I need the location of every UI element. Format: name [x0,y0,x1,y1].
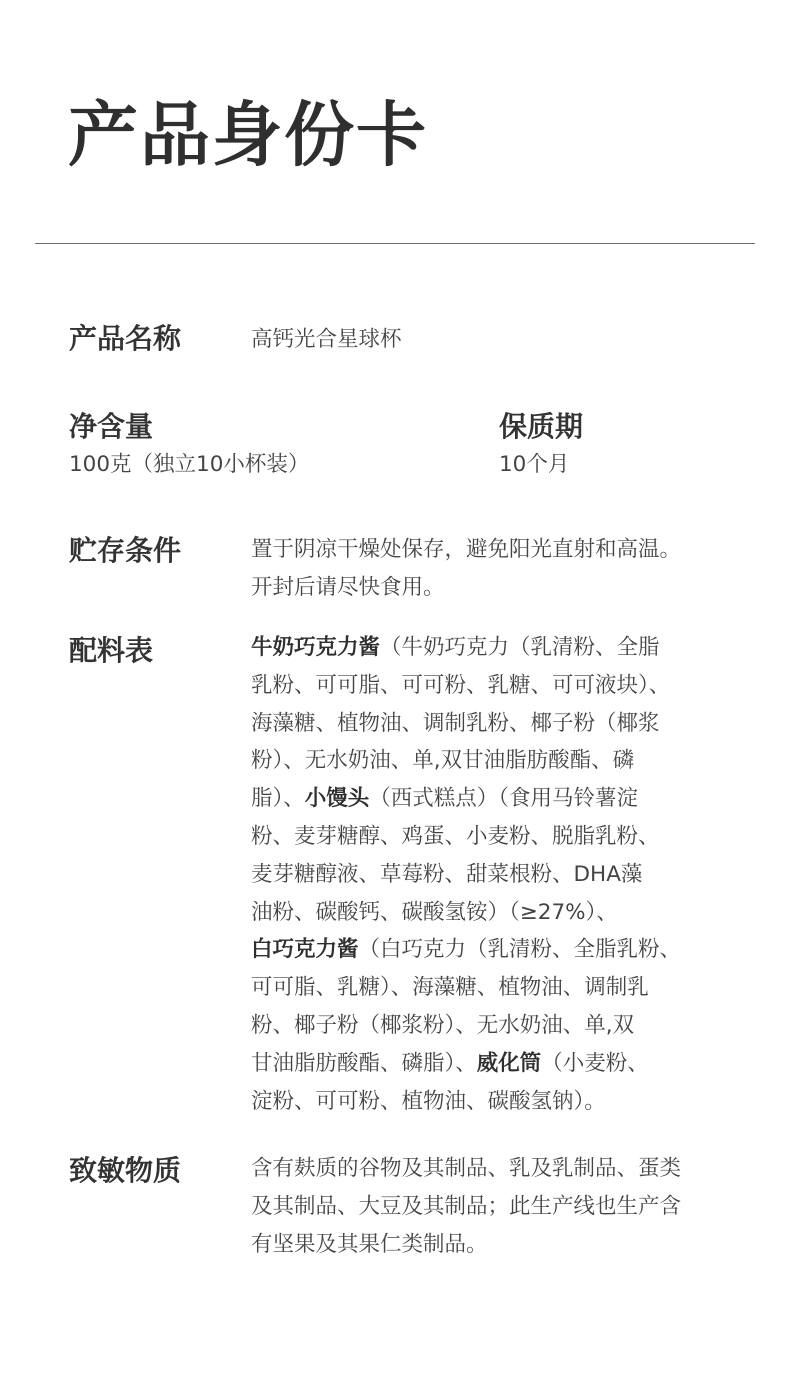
ingredient-text: （白巧克力（乳清粉、全脂乳粉、 [358,937,682,963]
ingredients-line: 粉、椰子粉（椰浆粉）、无水奶油、单,双 [251,1012,635,1038]
storage-line: 开封后请尽快食用。 [251,574,445,600]
ingredient-text: （牛奶巧克力（乳清粉、全脂 [380,635,660,660]
storage-label: 贮存条件 [69,534,182,567]
ingredient-text: （小麦粉、 [541,1050,649,1076]
ingredients-line [251,1045,731,1083]
ingredients-line: 可可脂、乳糖）、海藻糖、植物油、调制乳 [251,975,649,1001]
ingredient-text: 脂）、 [251,786,305,812]
allergens-line: 有坚果及其果仁类制品。 [251,1231,488,1257]
ingredients-line: 油粉、碳酸钙、碳酸氢铵）（≥27%）、 [251,899,618,925]
ingredients-line: 麦芽糖醇液、草莓粉、甜菜根粉、DHA藻 [251,861,643,887]
title-divider [35,243,755,244]
ingredients-line [251,780,731,818]
ingredient-text: 甘油脂肪酸酯、磷脂）、 [251,1050,477,1076]
page-title: 产品身份卡 [68,94,428,176]
storage-text [251,531,731,607]
allergens-line: 含有麸质的谷物及其制品、乳及乳制品、蛋类 [251,1156,682,1181]
shelf-life-value: 10个月 [499,452,570,477]
allergens-line: 及其制品、大豆及其制品；此生产线也生产含 [251,1193,682,1219]
ingredients-line: 粉、麦芽糖醇、鸡蛋、小麦粉、脱脂乳粉、 [251,823,660,849]
ingredients-line: 乳粉、可可脂、可可粉、乳糖、可可液块）、 [251,672,671,698]
allergens-label: 致敏物质 [69,1154,182,1187]
ingredient-highlight: 小馒头 [304,786,370,812]
ingredient-highlight: 白巧克力酱 [251,937,359,963]
shelf-life-label: 保质期 [499,410,584,443]
ingredients-line [251,629,731,667]
allergens-text [251,1150,731,1263]
ingredients-text [251,629,731,1120]
ingredients-line: 粉）、无水奶油、单,双甘油脂肪酸酯、磷 [251,748,635,774]
ingredients-line: 海藻糖、植物油、调制乳粉、椰子粉（椰浆 [251,710,660,736]
ingredient-highlight: 威化筒 [476,1050,542,1076]
ingredients-line: 淀粉、可可粉、植物油、碳酸氢钠）。 [251,1088,606,1114]
ingredient-highlight: 牛奶巧克力酱 [251,635,381,660]
ingredient-text: （西式糕点）（食用马铃薯淀 [369,786,639,812]
product-name-label: 产品名称 [69,322,182,355]
ingredients-line [251,931,731,969]
ingredients-label: 配料表 [69,634,154,667]
net-content-label: 净含量 [69,410,154,443]
product-name-value: 高钙光合星球杯 [251,327,402,352]
storage-line: 置于阴凉干燥处保存，避免阳光直射和高温。 [251,537,682,562]
net-content-value: 100克（独立10小杯装） [69,452,310,477]
